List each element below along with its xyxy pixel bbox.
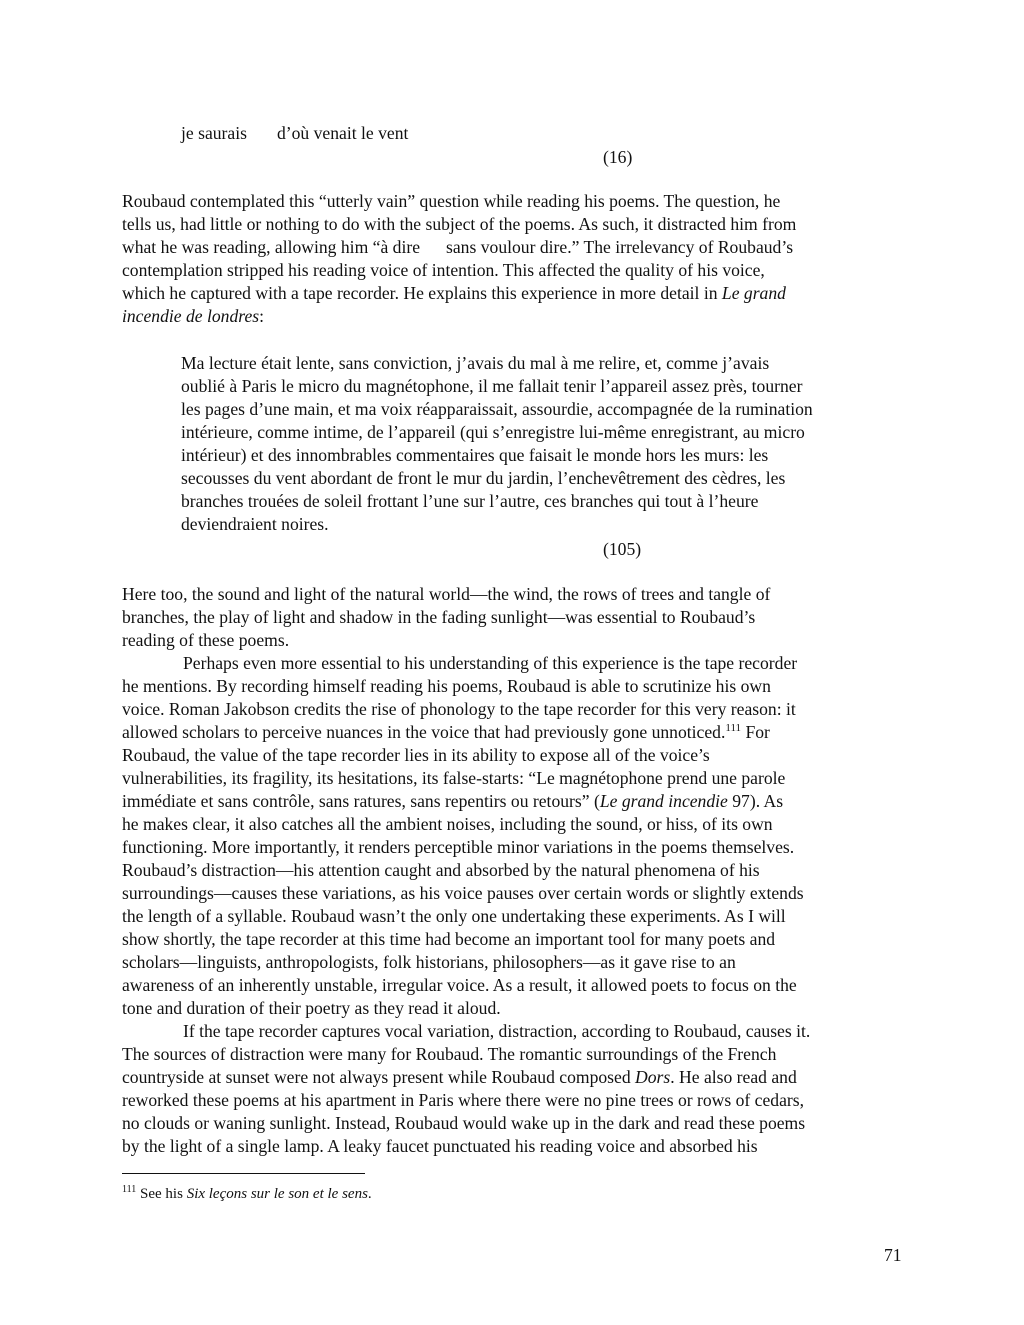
footnote: $^{111}$ See his Six leçons sur le son et le sens. <box>122 1184 372 1202</box>
poem-citation: (16) <box>603 147 633 167</box>
paragraph-3: Perhaps even more essential to his understanding of this experience is the tape recorder he mentions. By recording himself reading his poems, Roubaud is able to scrutinize his own voice. Roman Jakobson credits the rise of phonology to the tape recorder for this very reason: it allowed scholars to perceive nuances in the voice that had previously gone unnoticed.$^{111}$ For Roubaud, the value of the tape recorder lies in its ability to expose all of the voice’s vulnerabilities, its fragility, its hesitations, its false-starts: “Le magnétophone prend une parole immédiate et sans contrôle, sans ratures, sans repentirs ou retours” (Le grand incendie 97). As he makes clear, it also catches all the ambient noises, including the sound, or hiss, of its own functioning. More importantly, it renders perceptible minor variations in the poems themselves. Roubaud’s distraction—his attention caught and absorbed by the natural phenomena of his surroundings—causes these variations, as his voice pauses over certain words or slightly extends the length of a syllable. Roubaud wasn’t the only one undertaking these experiments. As I will show shortly, the tape recorder at this time had become an important tool for many poets and scholars—linguists, anthropologists, folk historians, philosophers—as it gave rise to an awareness of an inherently unstable, irregular voice. As a result, it allowed poets to focus on the tone and duration of their poetry as they read it aloud. <box>122 653 804 1018</box>
footnote-number: 111 <box>122 1184 137 1195</box>
paragraph-4: If the tape recorder captures vocal variation, distraction, according to Roubaud, causes it. The sources of distraction were many for Roubaud. The romantic surroundings of the French countryside at sunset were not always present while Roubaud composed Dors. He also read and reworked these poems at his apartment in Paris where there were no pine trees or rows of cedars, no clouds or waning sunlight. Instead, Roubaud would wake up in the dark and read these poems by the light of a single lamp. A leaky faucet punctuated his reading voice and absorbed his <box>122 1021 811 1156</box>
paragraph-1: Roubaud contemplated this “utterly vain” question while reading his poems. The question, he tells us, had little or nothing to do with the subject of the poems. As such, it distracted him from what he was reading, allowing him “à dire sans voulour dire.” The irrelevancy of Roubaud’s contemplation stripped his reading voice of intention. This affected the quality of his voice, which he captured with a tape recorder. He explains this experience in more detail in Le grand incendie de londres: <box>122 191 797 326</box>
book-title: Dors <box>635 1067 671 1087</box>
poem-line <box>181 122 408 145</box>
footnote-ref[interactable]: 111 <box>725 722 742 734</box>
poem-word-a: je saurais <box>181 123 247 143</box>
footnote-divider <box>122 1173 365 1174</box>
book-title: Le grand <box>721 283 786 303</box>
block-quote: Ma lecture était lente, sans conviction, j’avais du mal à me relire, et, comme j’avais oublié à Paris le micro du magnétophone, il me fallait tenir l’appareil assez près, tourner les pages d’une main, et ma voix réapparaissait, assourdie, accompagnée de la rumination intérieure, comme intime, de l’appareil (qui s’enregistre lui-même enregistrant, au micro intérieur) et des innombrables commentaires que faisait le monde hors les murs: les secousses du vent abordant de front le mur du jardin, l’enchevêtrement des cèdres, les branches trouées de soleil frottant l’une sur l’autre, ces branches qui tout à l’heure deviendraient noires. <box>181 353 813 534</box>
book-title: Six leçons sur le son et le sens <box>186 1186 368 1202</box>
poem-word-b: d’où venait le vent <box>276 123 409 143</box>
paragraph-2: Here too, the sound and light of the natural world—the wind, the rows of trees and tangle of branches, the play of light and shadow in the fading sunlight—was essential to Roubaud’s reading of these poems. <box>122 584 771 650</box>
book-title: Le grand incendie <box>599 791 728 811</box>
book-title: incendie de londres <box>122 306 260 326</box>
quote-citation: (105) <box>603 539 642 559</box>
page-number: 71 <box>884 1245 902 1265</box>
